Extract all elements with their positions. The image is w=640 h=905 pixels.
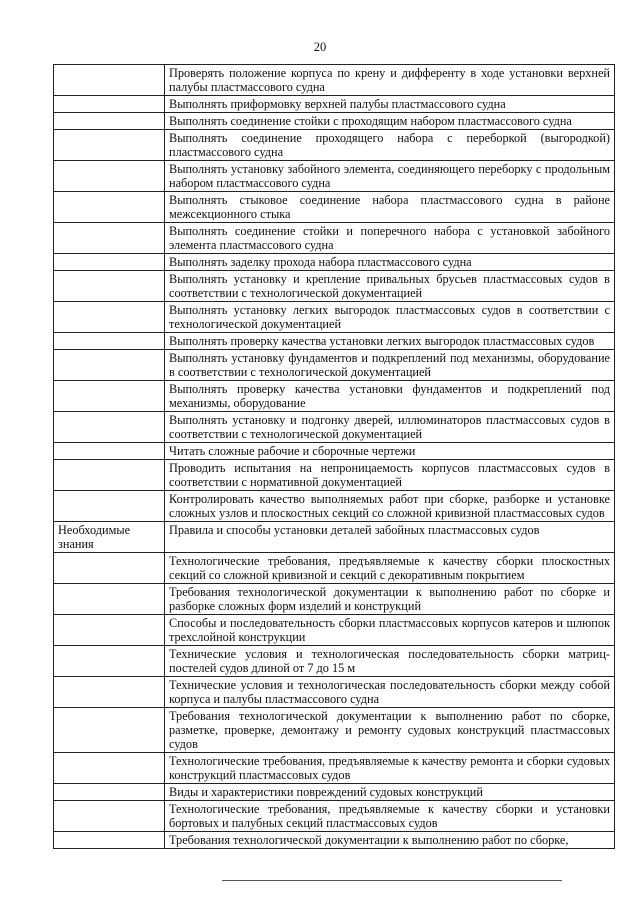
table-row [54,553,615,584]
table-row [54,646,615,677]
table-row [54,65,615,96]
requirement-text: Выполнять установку и крепление привальных брусьев пластмассовых судов в соответствии с технологической документацией [165,271,615,302]
requirement-text: Виды и характеристики повреждений судовых конструкций [165,784,615,801]
section-label-cell [54,460,165,491]
requirement-text: Выполнять заделку прохода набора пластмассового судна [165,254,615,271]
requirement-text: Выполнять установку и подгонку дверей, иллюминаторов пластмассовых судов в соответствии с технологической документацией [165,412,615,443]
table-row [54,192,615,223]
requirement-text: Требования технологической документации к выполнению работ по сборке и разборке сложных форм изделий и конструкций [165,584,615,615]
section-label-cell [54,223,165,254]
table-row [54,412,615,443]
section-label-cell [54,192,165,223]
requirement-text: Технические условия и технологическая последовательность сборки матриц-постелей судов длиной от 7 до 15 м [165,646,615,677]
page-number: 20 [313,40,327,54]
requirements-table [53,64,615,849]
table-row [54,615,615,646]
requirement-text: Проверять положение корпуса по крену и дифференту в ходе установки верхней палубы пластмассового судна [165,65,615,96]
requirement-text: Выполнять приформовку верхней палубы пластмассового судна [165,96,615,113]
section-label-cell [54,646,165,677]
table-row [54,801,615,832]
table-row [54,113,615,130]
table-row [54,96,615,113]
section-label-cell [54,753,165,784]
table-row [54,381,615,412]
section-label-cell [54,113,165,130]
section-label-cell [54,333,165,350]
table-row [54,333,615,350]
requirement-text: Контролировать качество выполняемых работ при сборке, разборке и установке сложных узлов и плоскостных секций со сложной кривизной пластмассовых судов [165,491,615,522]
requirement-text: Выполнять соединение проходящего набора с переборкой (выгородкой) пластмассового судна [165,130,615,161]
section-label-cell [54,677,165,708]
table-row [54,302,615,333]
table-row [54,130,615,161]
requirement-text: Технические условия и технологическая последовательность сборки между собой корпуса и палубы пластмассового судна [165,677,615,708]
section-label-cell [54,96,165,113]
section-label-cell [54,381,165,412]
requirements-table-body [54,65,615,849]
section-label-cell [54,615,165,646]
table-row [54,350,615,381]
section-label-cell [54,271,165,302]
table-row [54,271,615,302]
requirement-text: Технологические требования, предъявляемые к качеству сборки плоскостных секций со сложной кривизной и секций с декоративным покрытием [165,553,615,584]
requirement-text: Технологические требования, предъявляемые к качеству ремонта и сборки судовых конструкций пластмассовых судов [165,753,615,784]
table-row [54,161,615,192]
requirement-text: Правила и способы установки деталей забойных пластмассовых судов [165,522,615,553]
table-row [54,443,615,460]
table-row [54,832,615,849]
requirement-text: Выполнять соединение стойки с проходящим набором пластмассового судна [165,113,615,130]
requirement-text: Требования технологической документации к выполнению работ по сборке, разметке, проверке, демонтажу и ремонту судовых конструкций пластмассовых судов [165,708,615,753]
requirement-text: Выполнять установку фундаментов и подкреплений под механизмы, оборудование в соответствии с технологической документацией [165,350,615,381]
table-row [54,584,615,615]
section-label-cell [54,708,165,753]
section-label-cell [54,161,165,192]
requirement-text: Проводить испытания на непроницаемость корпусов пластмассовых судов в соответствии с нормативной документацией [165,460,615,491]
requirement-text: Требования технологической документации к выполнению работ по сборке, [165,832,615,849]
table-row [54,254,615,271]
requirement-text: Выполнять соединение стойки и поперечного набора с установкой забойного элемента пластмассового судна [165,223,615,254]
table-row [54,784,615,801]
table-row [54,460,615,491]
section-label-cell [54,302,165,333]
table-row [54,491,615,522]
table-row [54,708,615,753]
table-row [54,677,615,708]
section-label-cell [54,801,165,832]
requirement-text: Выполнять установку забойного элемента, соединяющего переборку с продольным набором пластмассового судна [165,161,615,192]
requirement-text: Выполнять проверку качества установки фундаментов и подкреплений под механизмы, оборудование [165,381,615,412]
section-label-cell [54,412,165,443]
section-label-cell [54,350,165,381]
requirement-text: Выполнять проверку качества установки легких выгородок пластмассовых судов [165,333,615,350]
bottom-rule [222,880,562,881]
requirement-text: Выполнять стыковое соединение набора пластмассового судна в районе межсекционного стыка [165,192,615,223]
requirement-text: Выполнять установку легких выгородок пластмассовых судов в соответствии с технологической документацией [165,302,615,333]
requirement-text: Способы и последовательность сборки пластмассовых корпусов катеров и шлюпок трехслойной конструкции [165,615,615,646]
section-label-cell [54,553,165,584]
section-label-cell [54,491,165,522]
section-label-cell [54,65,165,96]
table-row [54,223,615,254]
table-row [54,522,615,553]
section-label-cell: Необходимые знания [54,522,165,553]
requirement-text: Технологические требования, предъявляемые к качеству сборки и установки бортовых и палубных секций пластмассовых судов [165,801,615,832]
section-label-cell [54,832,165,849]
requirement-text: Читать сложные рабочие и сборочные чертежи [165,443,615,460]
section-label-cell [54,584,165,615]
section-label-cell [54,443,165,460]
section-label-cell [54,784,165,801]
section-label-cell [54,254,165,271]
section-label-cell [54,130,165,161]
table-row [54,753,615,784]
